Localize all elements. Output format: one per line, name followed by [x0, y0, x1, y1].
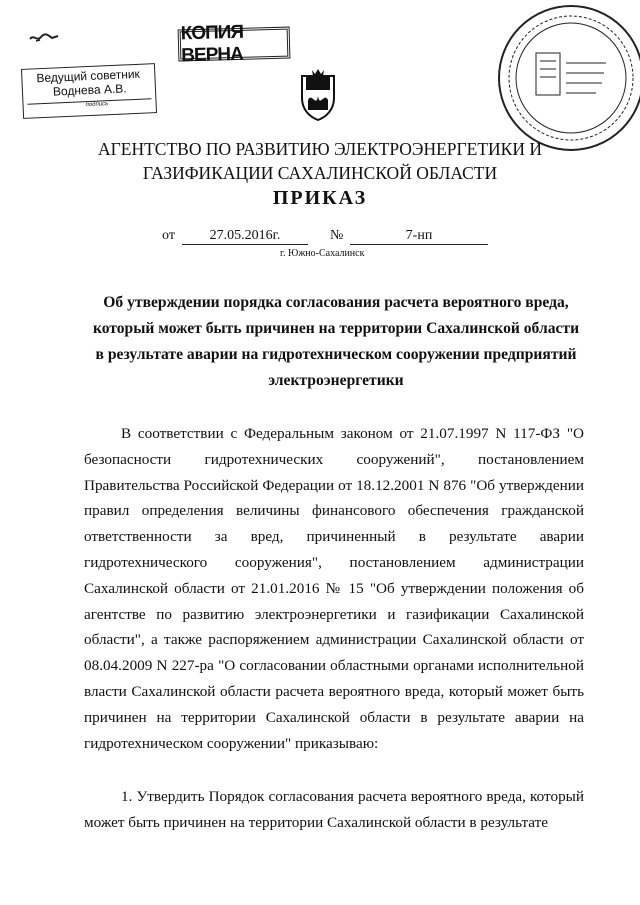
order-item-1: 1. Утвердить Порядок согласования расчета вероятного вреда, который может быть причинен на территории Сахалинской области в результате	[84, 788, 584, 831]
agency-line-2: ГАЗИФИКАЦИИ САХАЛИНСКОЙ ОБЛАСТИ	[142, 163, 498, 183]
copy-verified-stamp	[178, 21, 291, 67]
document-type: ПРИКАЗ	[272, 187, 368, 209]
official-seal-icon	[496, 3, 640, 153]
order-number: 7-нп	[350, 228, 488, 245]
certifier-name: Воднева А.В.	[52, 81, 127, 99]
agency-line-1: АГЕНТСТВО ПО РАЗВИТИЮ ЭЛЕКТРОЭНЕРГЕТИКИ И	[98, 139, 542, 159]
order-city: г. Южно-Сахалинск	[280, 248, 365, 259]
preamble-paragraph: В соответствии с Федеральным законом от 21.07.1997 N 117-ФЗ "О безопасности гидротехнических сооружений", постановлением Правительства Российской Федерации от 18.12.2001 N 876 "Об утверждении правил определения величины финансового обеспечения гражданской ответственности за вред, причиненный в результате аварии гидротехнического сооружения", постановлением администрации Сахалинской области от 21.01.2016 № 15 "Об утверждении положения об агентстве по развитию электроэнергетики и газификации Сахалинской области", а также распоряжением администрации Сахалинской области от 08.04.2009 N 227-ра "О согласовании областными органами исполнительной власти Сахалинской области расчета вероятного вреда, который может быть причинен на территории Сахалинской области в результате аварии на гидротехническом сооружении" приказываю:	[84, 425, 584, 752]
order-date: 27.05.2016г.	[182, 228, 308, 245]
order-date-number	[160, 226, 500, 246]
date-prefix: от	[162, 228, 175, 243]
coat-of-arms-icon	[298, 68, 338, 122]
order-subject: Об утверждении порядка согласования расчета вероятного вреда, который может быть причинен на территории Сахалинской области в результате аварии на гидротехническом сооружении предприятий электроэнергетики	[92, 294, 580, 389]
signature-caption: подпись	[85, 101, 109, 109]
handwritten-mark	[28, 30, 60, 44]
certification-stamp	[21, 63, 157, 119]
certifier-title: Ведущий советник	[36, 66, 141, 86]
agency-name	[60, 137, 580, 185]
copy-verified-label: КОПИЯ ВЕРНА	[180, 21, 244, 67]
number-prefix: №	[330, 228, 344, 243]
